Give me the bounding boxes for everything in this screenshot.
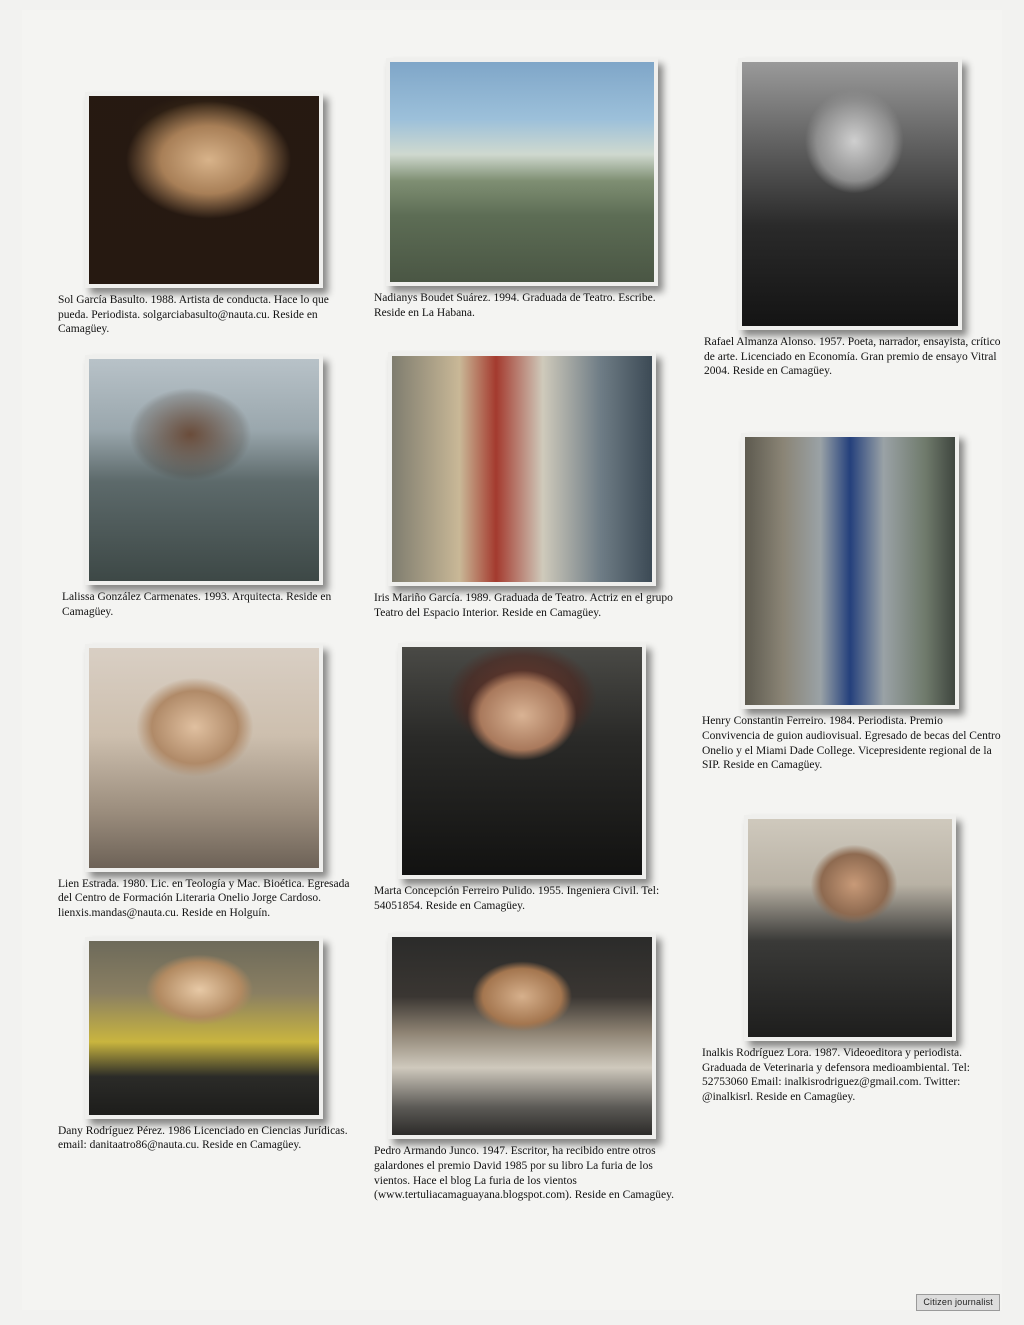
portrait-dany-rodriguez-perez [85, 937, 323, 1119]
contributor-entry [52, 92, 356, 337]
photo-frame [388, 352, 656, 586]
portrait-henry-constantin-ferreiro [741, 433, 959, 709]
contributors-grid [52, 50, 1002, 1217]
contributor-caption: Dany Rodríguez Pérez. 1986 Licenciado en Ciencias Jurídicas. email: danitaatro86@nauta.cu. Reside en Camagüey. [58, 1124, 348, 1152]
contributor-caption: Inalkis Rodríguez Lora. 1987. Videoeditora y periodista. Graduada de Veterinaria y defensora medioambiental. Tel: 52753060 Email: inalkisrodriguez@gmail.com. Twitter: @inalkisrl. Reside en Camagüey. [702, 1047, 970, 1104]
portrait-lalissa-gonzalez-carmenates [85, 355, 323, 585]
contributor-entry [52, 355, 356, 619]
portrait-rafael-almanza-alonso [738, 58, 962, 330]
contributor-caption: Nadianys Boudet Suárez. 1994. Graduada de Teatro. Escribe. Reside en La Habana. [374, 292, 656, 319]
contributor-entry [698, 433, 1002, 773]
contributor-caption: Henry Constantin Ferreiro. 1984. Periodista. Premio Convivencia de guion audiovisual. Egresado de becas del Centro Onelio y el Miami Dade College. Vicepresidente regional de la SIP. Reside en Camagüey. [702, 715, 1001, 772]
contributor-caption: Lien Estrada. 1980. Lic. en Teología y Mac. Bioética. Egresada del Centro de Formación Literaria Onelio Jorge Cardoso. lienxis.mandas@nauta.cu. Reside en Holguín. [58, 877, 350, 920]
portrait-lien-estrada [85, 644, 323, 872]
photo-frame [744, 815, 956, 1041]
contributor-caption: Pedro Armando Junco. 1947. Escritor, ha recibido entre otros galardones el premio David 1985 por su libro La furia de los vientos. Hace el blog La furia de los vientos (www.tertuliacamaguayana.blogspot.com). Reside en Camagüey. [374, 1145, 674, 1202]
contributor-entry [370, 643, 674, 913]
photo-frame [398, 643, 646, 879]
column-right [674, 50, 1002, 1217]
contributor-caption: Iris Mariño García. 1989. Graduada de Teatro. Actriz en el grupo Teatro del Espacio Interior. Reside en Camagüey. [374, 592, 673, 620]
contributor-entry [370, 933, 674, 1203]
status-badge: Citizen journalist [916, 1294, 1000, 1311]
column-center [356, 50, 674, 1217]
column-left [52, 50, 356, 1217]
contributor-entry [52, 644, 356, 921]
photo-frame [85, 355, 323, 585]
contributor-entry [370, 58, 674, 320]
photo-frame [741, 433, 959, 709]
portrait-inalkis-rodriguez-lora [744, 815, 956, 1041]
contributor-entry [52, 937, 356, 1153]
photo-frame [738, 58, 962, 330]
photo-frame [85, 644, 323, 872]
page-sheet [22, 10, 1002, 1310]
portrait-pedro-armando-junco [388, 933, 656, 1139]
contributor-caption: Sol García Basulto. 1988. Artista de conducta. Hace lo que pueda. Periodista. solgarciabasulto@nauta.cu. Reside en Camagüey. [58, 294, 329, 336]
contributor-caption: Lalissa González Carmenates. 1993. Arquitecta. Reside en Camagüey. [62, 591, 332, 618]
contributor-caption: Rafael Almanza Alonso. 1957. Poeta, narrador, ensayista, crítico de arte. Licenciado en Economía. Gran premio de ensayo Vitral 2004. Reside en Camagüey. [704, 336, 1001, 378]
portrait-marta-concepcion-ferreiro-pulido [398, 643, 646, 879]
portrait-nadianys-boudet-suarez [386, 58, 658, 286]
contributor-caption: Marta Concepción Ferreiro Pulido. 1955. Ingeniera Civil. Tel: 54051854. Reside en Camagüey. [374, 884, 660, 912]
contributor-entry [698, 58, 1002, 379]
photo-frame [386, 58, 658, 286]
contributor-entry [698, 815, 1002, 1105]
portrait-sol-garcia-basulto [85, 92, 323, 288]
photo-frame [85, 937, 323, 1119]
contributor-entry [370, 352, 674, 620]
photo-frame [388, 933, 656, 1139]
portrait-iris-marino-garcia [388, 352, 656, 586]
photo-frame [85, 92, 323, 288]
